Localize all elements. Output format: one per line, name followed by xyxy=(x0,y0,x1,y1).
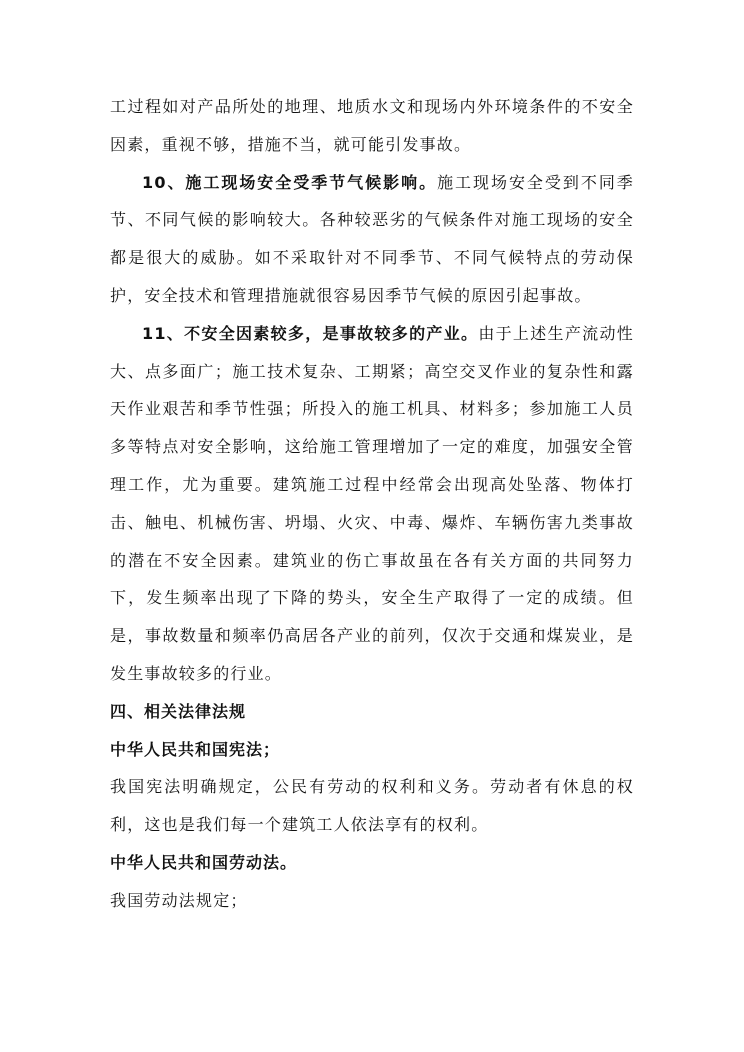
item-11-heading: 11、不安全因素较多，是事故较多的产业。 xyxy=(142,323,479,343)
item-10-heading: 10、施工现场安全受季节气候影响。 xyxy=(142,172,438,192)
law-labor-title: 中华人民共和国劳动法。 xyxy=(110,852,298,872)
item-10-body: 施工现场安全受到不同季节、不同气候的影响较大。各种较恶劣的气候条件对施工现场的安全都是很大的威胁。如不采取针对不同季节、不同气候特点的劳动保护，安全技术和管理措施就很容易因季节气候的原因引起事故。 xyxy=(110,172,635,305)
item-11-body: 由于上述生产流动性大、点多面广；施工技术复杂、工期紧；高空交叉作业的复杂性和露天作业艰苦和季节性强；所投入的施工机具、材料多；参加施工人员多等特点对安全影响，这给施工管理增加了一定的难度，加强安全管理工作，尤为重要。建筑施工过程中经常会出现高处坠落、物体打击、触电、机械伤害、坍塌、火灾、中毒、爆炸、车辆伤害九类事故的潜在不安全因素。建筑业的伤亡事故虽在各有关方面的共同努力下，发生频率出现了下降的势头，安全生产取得了一定的成绩。但是，事故数量和频率仍高居各产业的前列，仅次于交通和煤炭业，是发生事故较多的行业。 xyxy=(110,323,634,683)
paragraph-item-11 xyxy=(110,315,634,693)
law-constitution-body: 我国宪法明确规定，公民有劳动的权利和义务。劳动者有休息的权利，这也是我们每一个建筑工人依法享有的权利。 xyxy=(110,777,634,835)
paragraph-continuation: 工过程如对产品所处的地理、地质水文和现场内外环境条件的不安全因素，重视不够，措施不当，就可能引发事故。 xyxy=(110,97,634,154)
law-labor-body: 我国劳动法规定； xyxy=(110,890,248,910)
section-heading: 四、相关法律法规 xyxy=(110,701,247,721)
law-constitution-title: 中华人民共和国宪法； xyxy=(110,739,281,759)
document-page xyxy=(110,88,634,920)
paragraph-item-10 xyxy=(110,164,634,315)
